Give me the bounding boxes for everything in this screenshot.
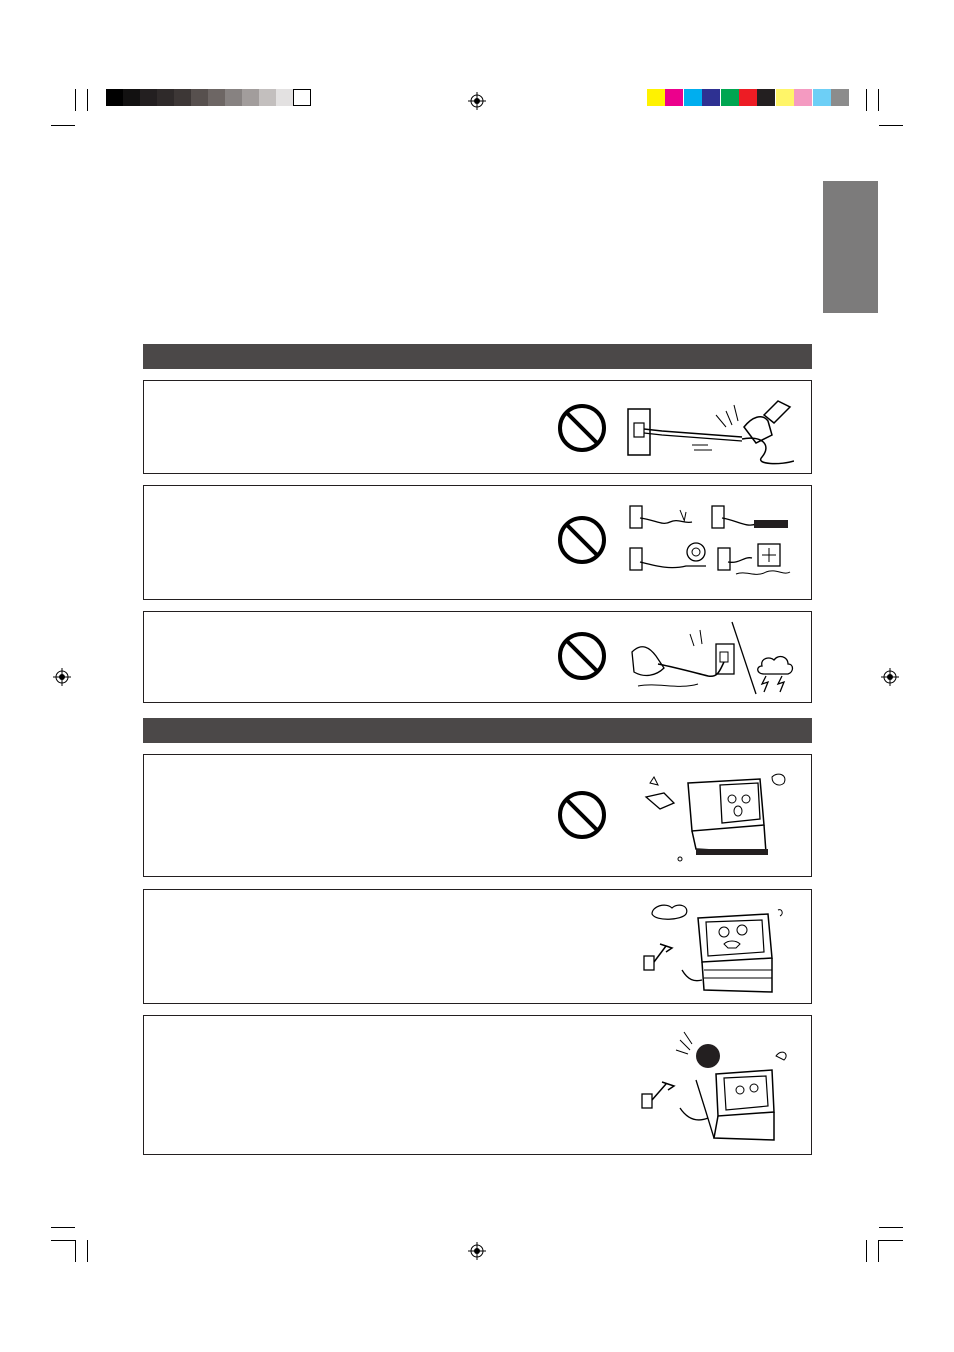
color-swatch	[831, 89, 849, 106]
pulling-cord-illustration-icon	[622, 387, 794, 469]
color-swatch	[813, 89, 831, 106]
warning-panel	[143, 611, 812, 703]
prohibited-sign-icon	[556, 514, 608, 566]
crop-mark	[878, 1240, 879, 1262]
crop-mark	[51, 125, 75, 126]
color-swatch	[665, 89, 683, 106]
color-swatch	[140, 89, 158, 106]
color-swatch	[225, 89, 243, 106]
crop-mark	[75, 89, 76, 111]
color-swatch	[794, 89, 812, 106]
color-swatch	[293, 89, 311, 106]
color-swatch	[647, 89, 665, 106]
tv-dropped-illustration-icon	[632, 1026, 792, 1144]
registration-mark-icon	[468, 92, 486, 110]
color-swatch	[684, 89, 702, 106]
crop-mark	[866, 1240, 867, 1262]
crop-mark	[87, 89, 88, 111]
crop-mark	[879, 1240, 903, 1241]
section-header-bar	[143, 344, 812, 369]
color-swatch	[776, 89, 794, 106]
warning-panel	[143, 889, 812, 1004]
color-swatch	[276, 89, 294, 106]
color-swatch	[242, 89, 260, 106]
registration-mark-icon	[881, 668, 899, 686]
color-swatch	[757, 89, 775, 106]
warning-panel	[143, 754, 812, 877]
registration-mark-icon	[468, 1242, 486, 1260]
tv-back-cover-illustration-icon	[640, 769, 790, 869]
color-swatch	[191, 89, 209, 106]
registration-mark-icon	[53, 668, 71, 686]
prohibited-sign-icon	[556, 789, 608, 841]
crop-mark	[51, 1240, 75, 1241]
crop-mark	[75, 1240, 76, 1262]
prohibited-sign-icon	[556, 630, 608, 682]
color-swatch	[106, 89, 124, 106]
color-swatch	[123, 89, 141, 106]
warning-panel	[143, 1015, 812, 1155]
color-swatch	[721, 89, 739, 106]
crop-mark	[51, 1227, 75, 1228]
tv-smoke-unplug-illustration-icon	[632, 896, 792, 998]
color-swatch	[702, 89, 720, 106]
crop-mark	[878, 89, 879, 111]
prohibited-sign-icon	[556, 402, 608, 454]
crop-mark	[879, 1227, 903, 1228]
chapter-edge-tab	[823, 181, 878, 313]
color-swatch	[208, 89, 226, 106]
color-swatch	[157, 89, 175, 106]
damaged-cord-illustration-icon	[626, 500, 792, 582]
color-swatch	[739, 89, 757, 106]
crop-mark	[87, 1240, 88, 1262]
lightning-cord-illustration-icon	[628, 616, 798, 698]
color-swatch	[174, 89, 192, 106]
crop-mark	[866, 89, 867, 111]
warning-panel	[143, 485, 812, 600]
color-swatch	[259, 89, 277, 106]
section-header-bar	[143, 718, 812, 743]
warning-panel	[143, 380, 812, 474]
crop-mark	[879, 125, 903, 126]
